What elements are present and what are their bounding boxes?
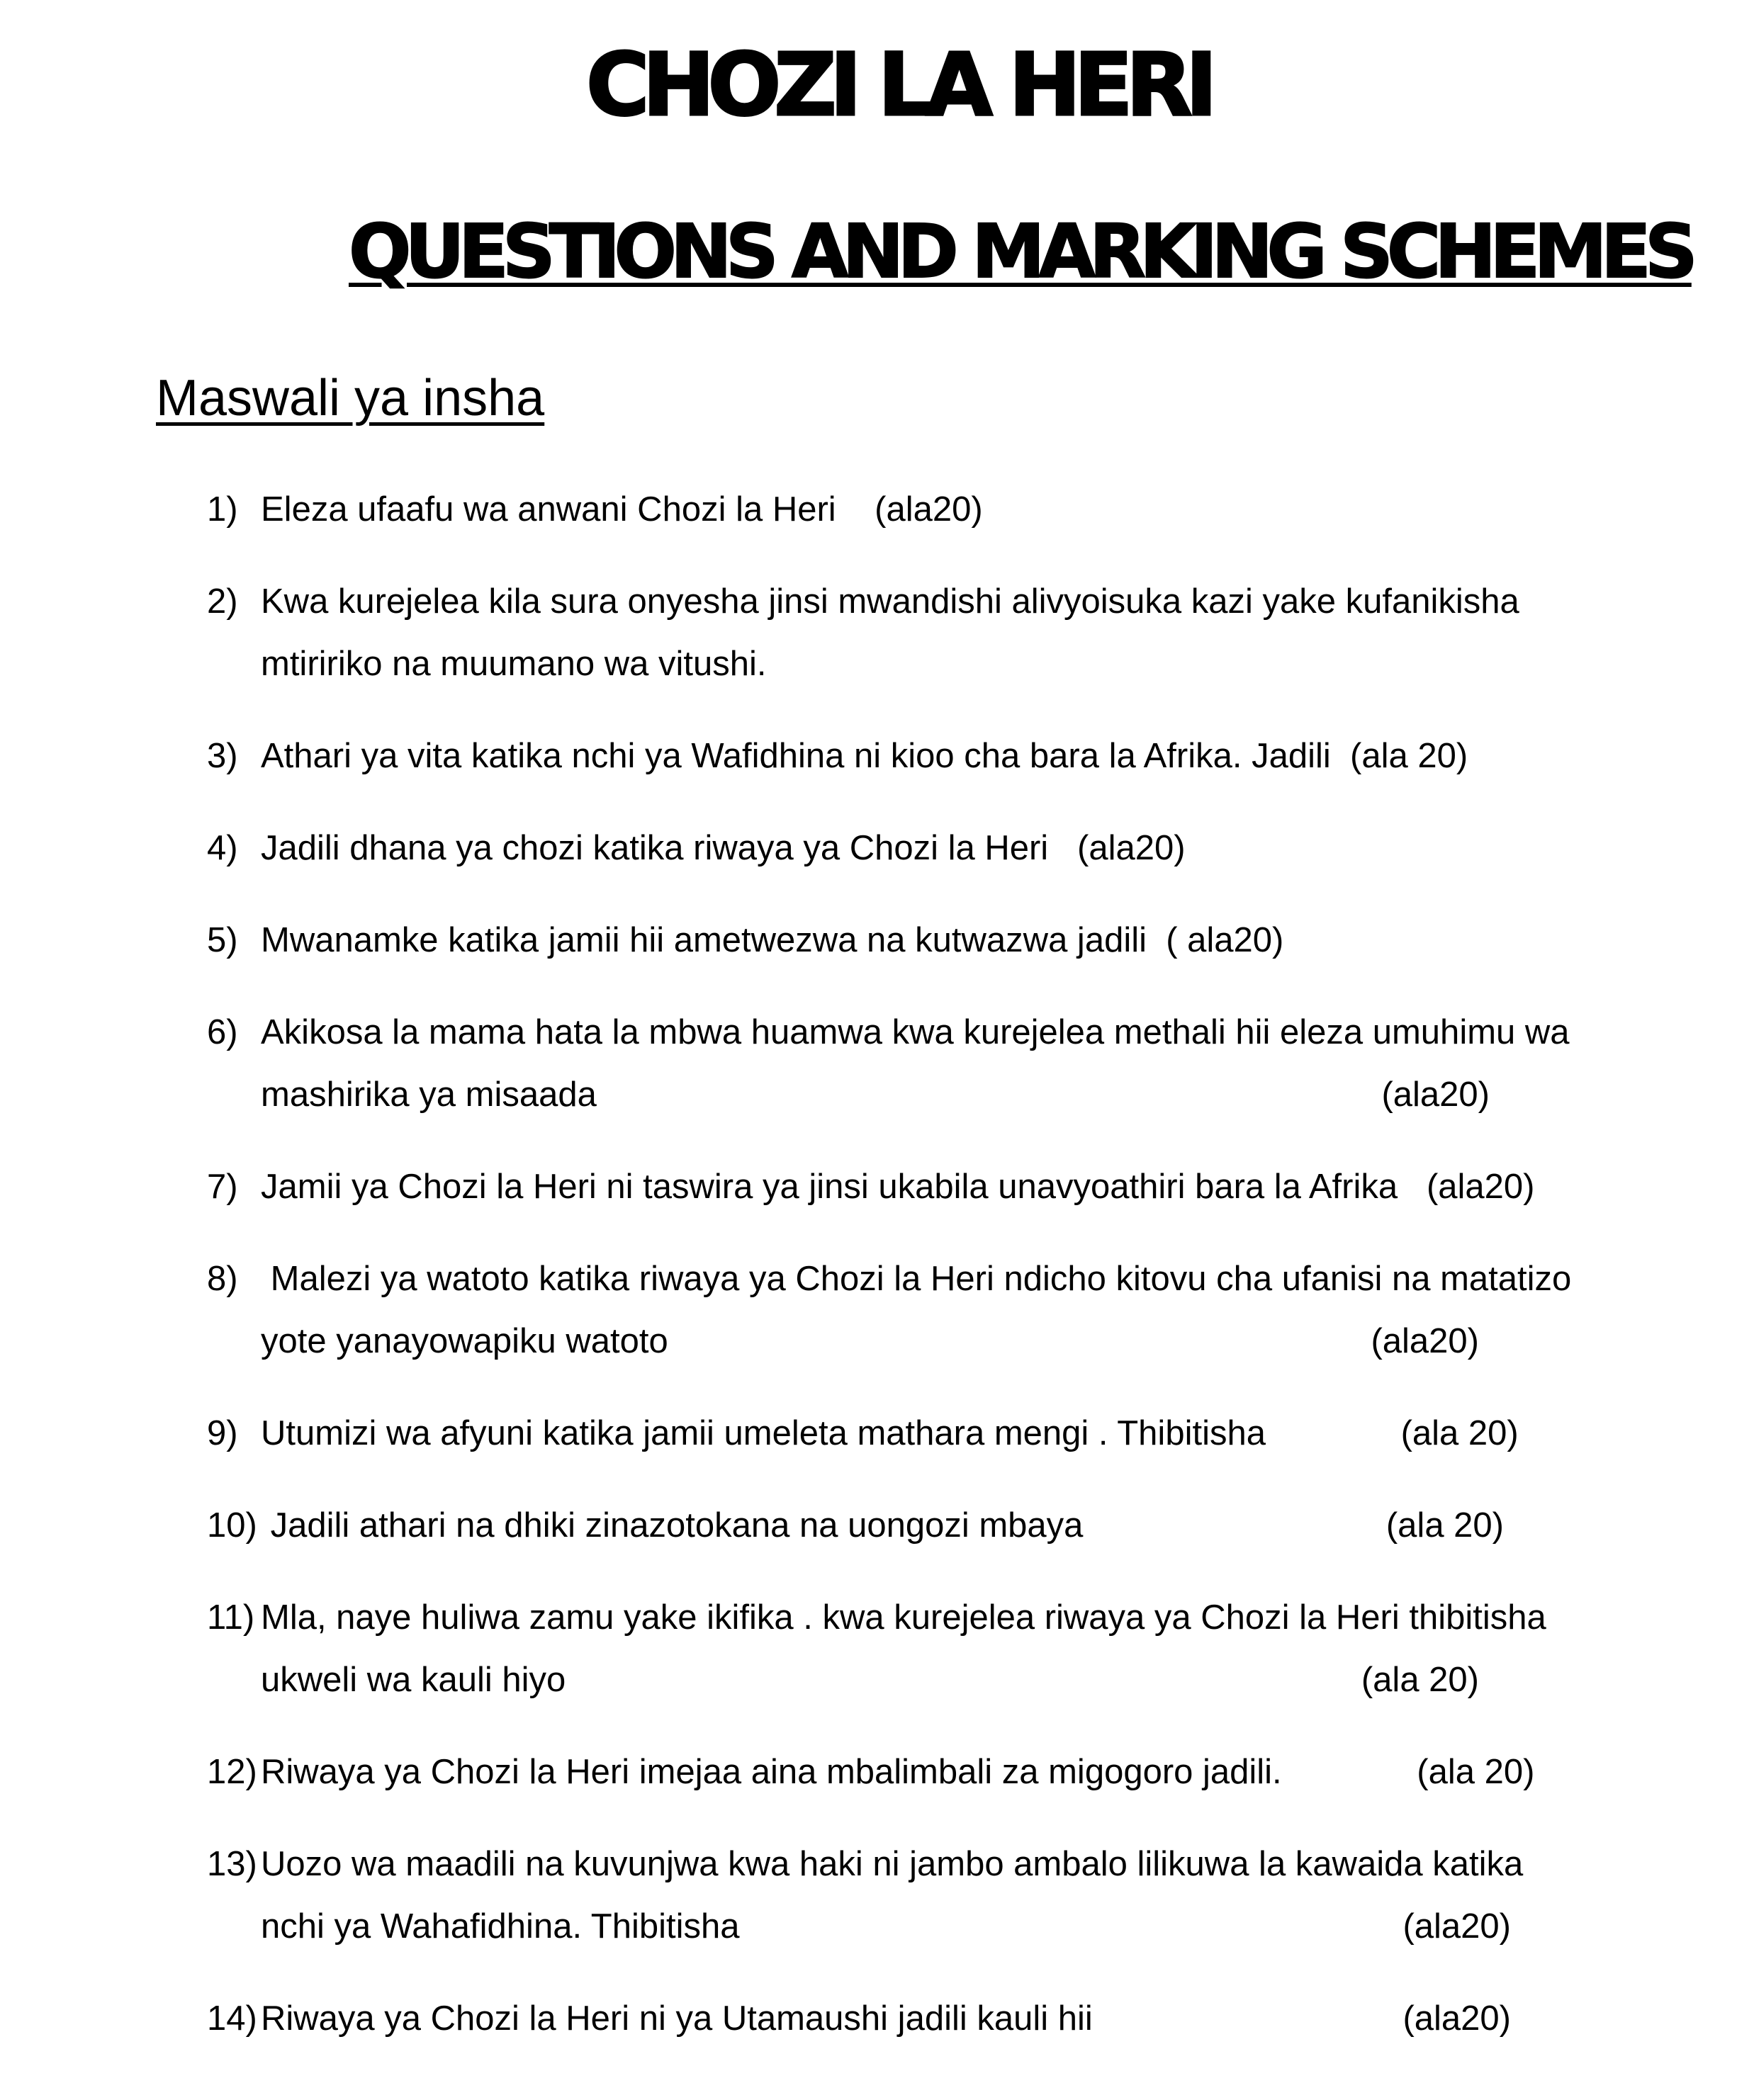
question-item xyxy=(207,1741,1589,1803)
question-text: Akikosa la mama hata la mbwa huamwa kwa kurejelea methali hii eleza umuhimu wa mashirika ya misaada xyxy=(261,1013,1570,1114)
question-text: Mwanamke katika jamii hii ametwezwa na kutwazwa jadili xyxy=(261,921,1147,959)
question-marks: (ala 20) xyxy=(1350,737,1468,775)
question-item xyxy=(207,478,1589,541)
question-number: 1) xyxy=(207,490,238,529)
question-text: Kwa kurejelea kila sura onyesha jinsi mwandishi alivyoisuka kazi yake kufanikisha mtiririko na muumano wa vitushi. xyxy=(261,582,1519,683)
question-text: Jadili athari na dhiki zinazotokana na uongozi mbaya xyxy=(261,1506,1084,1545)
question-number: 5) xyxy=(207,921,238,959)
document-subtitle: QUESTIONS AND MARKING SCHEMES xyxy=(349,208,1692,295)
question-marks: (ala20) xyxy=(1402,1907,1511,1946)
section-heading: Maswali ya insha xyxy=(156,370,545,427)
question-text: Uozo wa maadili na kuvunjwa kwa haki ni jambo ambalo lilikuwa la kawaida katika nchi ya Wahafidhina. Thibitisha xyxy=(261,1845,1524,1946)
question-text: Jadili dhana ya chozi katika riwaya ya Chozi la Heri xyxy=(261,829,1049,867)
question-marks: (ala 20) xyxy=(1385,1506,1504,1545)
question-item xyxy=(207,1156,1589,1218)
question-item xyxy=(207,1402,1589,1464)
question-item xyxy=(207,570,1589,695)
question-marks: (ala 20) xyxy=(1417,1753,1535,1791)
question-marks: (ala20) xyxy=(1381,1076,1490,1114)
question-item xyxy=(207,1987,1589,2050)
question-item xyxy=(207,817,1589,879)
question-item xyxy=(207,1833,1589,1958)
question-text: Athari ya vita katika nchi ya Wafidhina ni kioo cha bara la Afrika. Jadili xyxy=(261,737,1331,775)
question-text: Riwaya ya Chozi la Heri ni ya Utamaushi jadili kauli hii xyxy=(261,1999,1093,2038)
question-text: Riwaya ya Chozi la Heri imejaa aina mbalimbali za migogoro jadili. xyxy=(261,1753,1282,1791)
question-text: Jamii ya Chozi la Heri ni taswira ya jinsi ukabila unavyoathiri bara la Afrika xyxy=(261,1168,1398,1206)
question-number: 13) xyxy=(207,1845,257,1883)
question-marks: (ala20) xyxy=(1077,829,1186,867)
question-marks: ( ala20) xyxy=(1166,921,1284,959)
question-number: 14) xyxy=(207,1999,257,2038)
question-list xyxy=(207,478,1589,2079)
question-number: 4) xyxy=(207,829,238,867)
question-text: Malezi ya watoto katika riwaya ya Chozi la Heri ndicho kitovu cha ufanisi na matatizo yote yanayowapiku watoto xyxy=(261,1260,1581,1360)
document-title: CHOZI LA HERI xyxy=(585,35,1211,135)
question-item xyxy=(207,1586,1589,1711)
question-item xyxy=(207,1248,1589,1372)
question-item xyxy=(207,909,1589,971)
question-marks: (ala 20) xyxy=(1400,1414,1519,1452)
question-number: 11) xyxy=(207,1598,255,1637)
question-number: 2) xyxy=(207,582,238,621)
question-item xyxy=(207,1494,1589,1557)
question-text: Mla, naye huliwa zamu yake ikifika . kwa kurejelea riwaya ya Chozi la Heri thibitisha ukweli wa kauli hiyo xyxy=(261,1598,1546,1699)
question-number: 7) xyxy=(207,1168,238,1206)
question-marks: (ala20) xyxy=(875,490,983,529)
question-item xyxy=(207,1001,1589,1126)
question-number: 10) xyxy=(207,1506,257,1545)
question-marks: (ala20) xyxy=(1426,1168,1535,1206)
question-item xyxy=(207,725,1589,787)
question-text: Eleza ufaafu wa anwani Chozi la Heri xyxy=(261,490,836,529)
question-number: 3) xyxy=(207,737,238,775)
question-marks: (ala 20) xyxy=(1361,1661,1479,1699)
question-number: 8) xyxy=(207,1260,238,1298)
question-text: Utumizi wa afyuni katika jamii umeleta mathara mengi . Thibitisha xyxy=(261,1414,1266,1452)
question-number: 6) xyxy=(207,1013,238,1051)
question-marks: (ala20) xyxy=(1371,1322,1479,1360)
question-number: 9) xyxy=(207,1414,238,1452)
question-number: 12) xyxy=(207,1753,257,1791)
question-marks: (ala20) xyxy=(1402,1999,1511,2038)
